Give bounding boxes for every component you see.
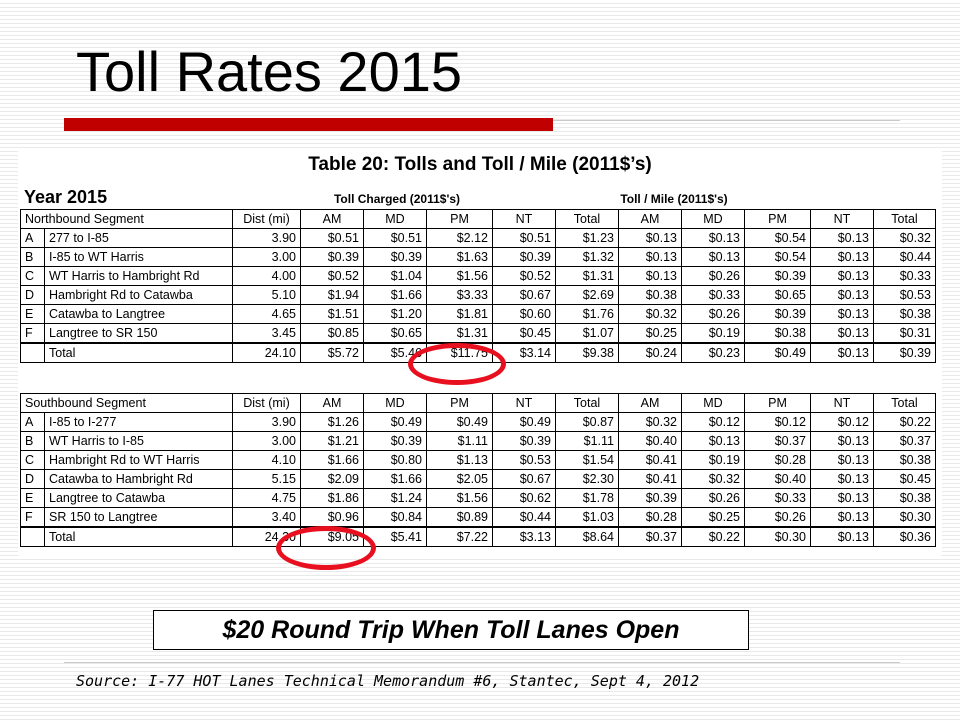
table-cell: $1.03	[556, 508, 619, 528]
table-cell: $0.13	[811, 305, 874, 324]
table-cell: $0.38	[874, 451, 936, 470]
segment-letter: E	[21, 305, 45, 324]
southbound-table	[20, 393, 936, 547]
table-cell: 3.45	[233, 324, 301, 344]
table-cell: $1.11	[556, 432, 619, 451]
round-trip-callout: $20 Round Trip When Toll Lanes Open	[153, 610, 749, 650]
column-header: NT	[811, 210, 874, 229]
column-header: Dist (mi)	[233, 210, 301, 229]
table-cell: $0.13	[811, 343, 874, 363]
table-cell: $0.51	[493, 229, 556, 248]
column-header: Total	[874, 210, 936, 229]
table-cell: $0.39	[493, 248, 556, 267]
table-cell: $0.53	[874, 286, 936, 305]
table-cell: $0.22	[874, 413, 936, 432]
table-cell: $0.30	[874, 508, 936, 528]
table-cell: $1.26	[301, 413, 364, 432]
table-cell: $0.38	[619, 286, 682, 305]
table-cell: 4.65	[233, 305, 301, 324]
table-cell: $0.26	[682, 489, 745, 508]
table-cell: $0.32	[619, 305, 682, 324]
table-row	[21, 305, 936, 324]
column-header: NT	[493, 210, 556, 229]
table-cell: $1.24	[364, 489, 427, 508]
table-cell: $1.66	[364, 286, 427, 305]
column-header: PM	[427, 394, 493, 413]
segment-letter: B	[21, 432, 45, 451]
table-cell: $7.22	[427, 527, 493, 547]
table-cell: $0.12	[811, 413, 874, 432]
table-cell: $0.13	[682, 229, 745, 248]
table-cell: $0.44	[874, 248, 936, 267]
table-cell: $0.13	[811, 432, 874, 451]
segment-name: Total	[45, 343, 233, 363]
table-header-row	[21, 394, 936, 413]
source-citation: Source: I-77 HOT Lanes Technical Memorandum #6, Stantec, Sept 4, 2012	[76, 672, 700, 690]
table-cell: $0.65	[364, 324, 427, 344]
table-cell: $1.11	[427, 432, 493, 451]
table-cell: $0.85	[301, 324, 364, 344]
table-cell: $3.13	[493, 527, 556, 547]
table-cell: $0.13	[619, 229, 682, 248]
segment-letter: D	[21, 286, 45, 305]
table-cell: $0.12	[745, 413, 811, 432]
table-cell: $0.54	[745, 248, 811, 267]
table-cell: $0.24	[619, 343, 682, 363]
table-cell: $5.41	[364, 527, 427, 547]
table-cell: $0.33	[745, 489, 811, 508]
segment-letter: A	[21, 229, 45, 248]
segment-letter: F	[21, 508, 45, 528]
table-cell: $1.31	[427, 324, 493, 344]
segment-letter: A	[21, 413, 45, 432]
table-cell: $9.38	[556, 343, 619, 363]
table-row	[21, 324, 936, 344]
table-cell: $0.38	[874, 489, 936, 508]
table-cell: $0.13	[811, 248, 874, 267]
table-cell: $1.56	[427, 267, 493, 286]
table-cell: $1.23	[556, 229, 619, 248]
table-cell: $2.05	[427, 470, 493, 489]
table-cell: $0.13	[811, 451, 874, 470]
table-cell: $0.30	[745, 527, 811, 547]
table-cell: $2.69	[556, 286, 619, 305]
table-cell: 3.00	[233, 432, 301, 451]
table-cell: $0.25	[682, 508, 745, 528]
table-cell: $1.32	[556, 248, 619, 267]
table-cell: $0.39	[364, 432, 427, 451]
table-cell: $0.19	[682, 324, 745, 344]
table-cell: $1.13	[427, 451, 493, 470]
table-cell: $2.12	[427, 229, 493, 248]
group-header-toll-charged: Toll Charged (2011$'s)	[333, 192, 460, 206]
table-cell: $0.41	[619, 451, 682, 470]
table-cell: $0.39	[745, 305, 811, 324]
table-cell: $0.19	[682, 451, 745, 470]
table-cell: $0.32	[874, 229, 936, 248]
table-cell: $0.28	[745, 451, 811, 470]
table-cell: $0.25	[619, 324, 682, 344]
segment-name: I-85 to WT Harris	[45, 248, 233, 267]
table-cell: $0.62	[493, 489, 556, 508]
table-cell: $0.28	[619, 508, 682, 528]
table-title: Table 20: Tolls and Toll / Mile (2011$’s)	[308, 154, 652, 175]
table-cell: $1.66	[364, 470, 427, 489]
table-cell: $0.44	[493, 508, 556, 528]
table-cell: $0.13	[619, 248, 682, 267]
table-cell: $0.13	[811, 286, 874, 305]
column-header: Total	[874, 394, 936, 413]
table-cell: $0.39	[493, 432, 556, 451]
table-row	[21, 229, 936, 248]
table-cell: $0.53	[493, 451, 556, 470]
table-cell: 5.10	[233, 286, 301, 305]
table-cell: $0.67	[493, 286, 556, 305]
table-cell: $1.56	[427, 489, 493, 508]
segment-name: 277 to I-85	[45, 229, 233, 248]
table-cell: $1.78	[556, 489, 619, 508]
segment-name: WT Harris to Hambright Rd	[45, 267, 233, 286]
table-cell: $0.39	[364, 248, 427, 267]
table-cell: $0.41	[619, 470, 682, 489]
segment-letter	[21, 527, 45, 547]
table-cell: $5.72	[301, 343, 364, 363]
table-cell: $0.33	[682, 286, 745, 305]
table-cell: $0.40	[745, 470, 811, 489]
table-cell: $0.13	[811, 267, 874, 286]
table-cell: $9.05	[301, 527, 364, 547]
table-cell: $1.31	[556, 267, 619, 286]
table-cell: $0.51	[364, 229, 427, 248]
table-cell: $1.20	[364, 305, 427, 324]
table-cell: $0.54	[745, 229, 811, 248]
column-header: NT	[811, 394, 874, 413]
table-cell: $0.89	[427, 508, 493, 528]
segment-name: Langtree to SR 150	[45, 324, 233, 344]
table-cell: $0.84	[364, 508, 427, 528]
column-header: AM	[619, 210, 682, 229]
table-cell: $0.32	[619, 413, 682, 432]
table-cell: $1.21	[301, 432, 364, 451]
segment-name: Hambright Rd to WT Harris	[45, 451, 233, 470]
table-cell: $0.13	[811, 470, 874, 489]
table-header-row	[21, 210, 936, 229]
table-cell: $0.13	[811, 489, 874, 508]
group-header-toll-per-mile: Toll / Mile (2011$'s)	[620, 192, 728, 206]
table-row	[21, 508, 936, 528]
segment-letter	[21, 343, 45, 363]
column-header: PM	[745, 394, 811, 413]
table-cell: $0.31	[874, 324, 936, 344]
column-header: PM	[745, 210, 811, 229]
table-cell: $2.30	[556, 470, 619, 489]
table-cell: $0.80	[364, 451, 427, 470]
table-cell: $0.39	[745, 267, 811, 286]
table-row	[21, 267, 936, 286]
table-cell: 24.10	[233, 343, 301, 363]
table-cell: $2.09	[301, 470, 364, 489]
table-cell: $0.38	[745, 324, 811, 344]
table-cell: $0.87	[556, 413, 619, 432]
table-cell: $0.33	[874, 267, 936, 286]
table-cell: $0.96	[301, 508, 364, 528]
table-row	[21, 470, 936, 489]
table-cell: $1.94	[301, 286, 364, 305]
table-cell: $5.46	[364, 343, 427, 363]
table-cell: $0.13	[811, 508, 874, 528]
table-cell: $0.51	[301, 229, 364, 248]
table-cell: $0.13	[682, 432, 745, 451]
table-cell: 3.90	[233, 413, 301, 432]
table-cell: $0.13	[682, 248, 745, 267]
column-header: MD	[364, 394, 427, 413]
table-cell: $0.39	[301, 248, 364, 267]
table-cell: $0.23	[682, 343, 745, 363]
segment-name: Catawba to Hambright Rd	[45, 470, 233, 489]
segment-letter: C	[21, 267, 45, 286]
column-header: MD	[364, 210, 427, 229]
highlight-circle-southbound-am-total	[276, 526, 376, 570]
table-cell: $11.75	[427, 343, 493, 363]
table-cell: $0.49	[745, 343, 811, 363]
table-cell: $1.54	[556, 451, 619, 470]
table-cell: $1.76	[556, 305, 619, 324]
table-total-row	[21, 527, 936, 547]
table-cell: $0.52	[301, 267, 364, 286]
segment-name: Total	[45, 527, 233, 547]
table-cell: $0.39	[874, 343, 936, 363]
segment-letter: C	[21, 451, 45, 470]
table-cell: 24.30	[233, 527, 301, 547]
table-cell: 3.00	[233, 248, 301, 267]
table-cell: $0.38	[874, 305, 936, 324]
table-cell: $0.32	[682, 470, 745, 489]
segment-letter: D	[21, 470, 45, 489]
table-cell: $3.14	[493, 343, 556, 363]
highlight-circle-northbound-pm-total	[408, 343, 506, 385]
table-cell: $0.13	[619, 267, 682, 286]
table-cell: 3.40	[233, 508, 301, 528]
table-cell: $3.33	[427, 286, 493, 305]
segment-name: Langtree to Catawba	[45, 489, 233, 508]
table-cell: $1.66	[301, 451, 364, 470]
table-row	[21, 413, 936, 432]
column-header: PM	[427, 210, 493, 229]
column-header: NT	[493, 394, 556, 413]
segment-name: SR 150 to Langtree	[45, 508, 233, 528]
column-header: Total	[556, 394, 619, 413]
table-cell: $0.49	[364, 413, 427, 432]
segment-letter: F	[21, 324, 45, 344]
title-accent-bar	[64, 118, 553, 131]
table-cell: $0.52	[493, 267, 556, 286]
table-year: Year 2015	[24, 187, 108, 207]
table-cell: $0.60	[493, 305, 556, 324]
table-cell: $0.39	[619, 489, 682, 508]
segment-letter: E	[21, 489, 45, 508]
table-cell: $0.45	[493, 324, 556, 344]
column-header: MD	[682, 210, 745, 229]
table-row	[21, 432, 936, 451]
table-cell: $0.67	[493, 470, 556, 489]
table-row	[21, 248, 936, 267]
table-cell: $0.13	[811, 527, 874, 547]
table-cell: $0.13	[811, 324, 874, 344]
table-cell: $0.37	[874, 432, 936, 451]
segment-letter: B	[21, 248, 45, 267]
table-cell: $1.04	[364, 267, 427, 286]
table-row	[21, 489, 936, 508]
table-cell: $0.40	[619, 432, 682, 451]
segment-name: I-85 to I-277	[45, 413, 233, 432]
table-cell: $0.12	[682, 413, 745, 432]
table-cell: $1.51	[301, 305, 364, 324]
table-cell: $1.07	[556, 324, 619, 344]
segment-name: Hambright Rd to Catawba	[45, 286, 233, 305]
column-header: AM	[619, 394, 682, 413]
table-cell: $0.26	[745, 508, 811, 528]
table-cell: $8.64	[556, 527, 619, 547]
table-cell: 4.10	[233, 451, 301, 470]
column-header: AM	[301, 210, 364, 229]
table-cell: $0.13	[811, 229, 874, 248]
table-cell: $0.65	[745, 286, 811, 305]
column-header: Southbound Segment	[21, 394, 233, 413]
table-row	[21, 451, 936, 470]
table-cell: $0.37	[619, 527, 682, 547]
table-cell: $0.37	[745, 432, 811, 451]
northbound-table	[20, 209, 936, 363]
table-cell: $0.26	[682, 267, 745, 286]
segment-name: Catawba to Langtree	[45, 305, 233, 324]
column-header: Dist (mi)	[233, 394, 301, 413]
table-cell: 3.90	[233, 229, 301, 248]
table-cell: $1.81	[427, 305, 493, 324]
table-cell: $0.36	[874, 527, 936, 547]
table-cell: 5.15	[233, 470, 301, 489]
column-header: AM	[301, 394, 364, 413]
table-cell: 4.75	[233, 489, 301, 508]
table-cell: $0.26	[682, 305, 745, 324]
table-cell: $0.45	[874, 470, 936, 489]
column-header: Northbound Segment	[21, 210, 233, 229]
table-cell: 4.00	[233, 267, 301, 286]
table-cell: $0.49	[427, 413, 493, 432]
table-row	[21, 286, 936, 305]
table-cell: $0.49	[493, 413, 556, 432]
column-header: Total	[556, 210, 619, 229]
table-cell: $1.86	[301, 489, 364, 508]
table-cell: $1.63	[427, 248, 493, 267]
source-divider	[64, 662, 900, 663]
column-header: MD	[682, 394, 745, 413]
slide-title: Toll Rates 2015	[76, 40, 463, 103]
table-cell: $0.22	[682, 527, 745, 547]
segment-name: WT Harris to I-85	[45, 432, 233, 451]
